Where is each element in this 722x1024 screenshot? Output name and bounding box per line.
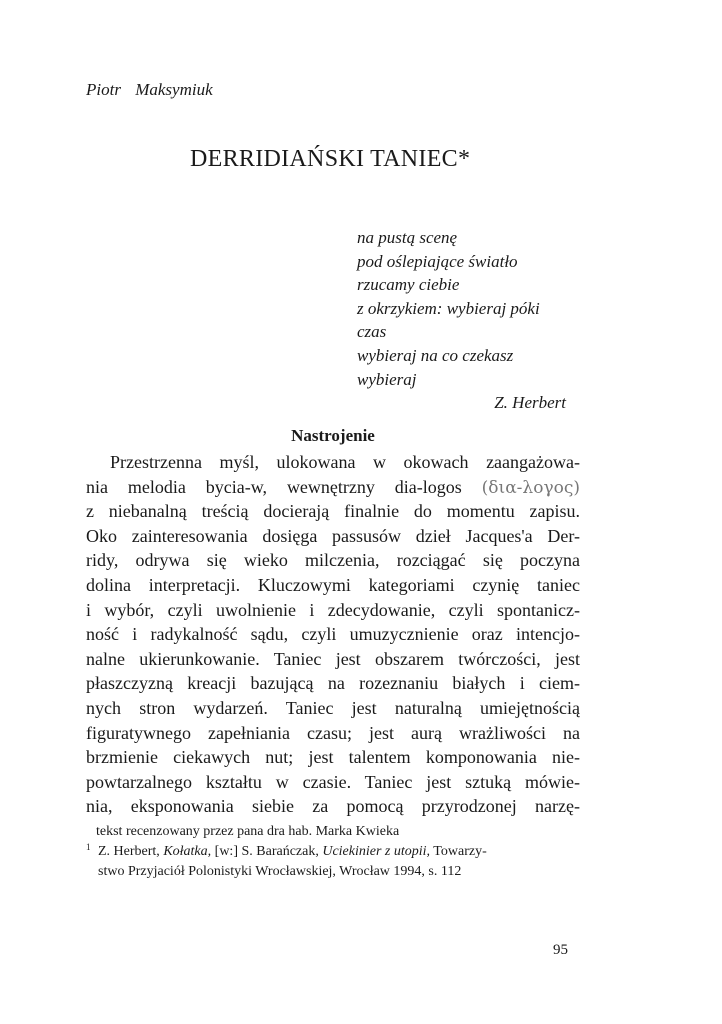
epigraph-attribution: Z. Herbert	[494, 393, 566, 413]
epigraph-line: pod oślepiające światło	[357, 251, 518, 271]
article-title: DERRIDIAŃSKI TANIEC*	[190, 146, 471, 172]
page-number: 95	[553, 942, 568, 958]
epigraph-line: z okrzykiem: wybieraj póki	[357, 298, 540, 318]
body-line: Oko zainteresowania dosięga passusów dzieł Jacques'a Der-	[86, 525, 580, 546]
author-name: Piotr Maksymiuk	[86, 80, 213, 99]
body-line: Przestrzenna myśl, ulokowana w okowach zaangażowa-	[110, 452, 580, 472]
body-line: ridy, odrywa się wieko milczenia, rozciągać się poczyna	[86, 550, 580, 571]
footnote-text: [w:] S. Barańczak,	[211, 844, 323, 859]
epigraph-line: wybieraj na co czekasz	[357, 345, 514, 365]
body-line: ność i radykalność sądu, czyli umuzycznienie oraz intencjo-	[86, 624, 580, 645]
epigraph-line: czas	[357, 322, 387, 342]
section-heading: Nastrojenie	[291, 426, 375, 445]
footnote-text: Towarzy-	[430, 844, 487, 859]
body-line: nia, eksponowania siebie za pomocą przyrodzonej narzę-	[86, 796, 580, 817]
body-line: dolina interpretacji. Kluczowymi kategoriami czynię taniec	[86, 574, 580, 595]
body-line: nalne ukierunkowanie. Taniec jest obszarem twórczości, jest	[86, 648, 580, 669]
body-line: powtarzalnego kształtu w czasie. Taniec jest sztuką mówie-	[86, 771, 580, 792]
body-line: z niebanalną treścią docierają finalnie do momentu zapisu.	[86, 501, 580, 522]
footnote-title: Uciekinier z utopii,	[322, 844, 431, 859]
body-line-text: nia melodia bycia-w, wewnętrzny dia-logos	[86, 476, 482, 497]
footnotes	[86, 822, 580, 882]
body-line: płaszczyzną kreacji bazującą na rozeznaniu białych i ciem-	[86, 673, 580, 694]
epigraph-line: na pustą scenę	[357, 228, 458, 247]
body-line: figuratywnego zapełniania czasu; jest aurą wrażliwości na	[86, 722, 580, 743]
footnote-1-continuation: stwo Przyjaciół Polonistyki Wrocławskiej, Wrocław 1994, s. 112	[98, 864, 462, 879]
footnote-review: tekst recenzowany przez pana dra hab. Marka Kwieka	[96, 824, 400, 839]
body-line	[86, 475, 580, 500]
footnote-marker: 1	[86, 842, 91, 852]
body-line: i wybór, czyli uwolnienie i zdecydowanie, czyli spontanicz-	[86, 599, 580, 620]
body-line: nych stron wydarzeń. Taniec jest naturalną umiejętnością	[86, 697, 580, 718]
body-line: brzmienie ciekawych nut; jest talentem komponowania nie-	[86, 747, 580, 768]
footnote-title: Kołatka,	[163, 844, 212, 859]
footnote-1	[86, 842, 580, 862]
epigraph-line: wybieraj	[357, 369, 417, 389]
body-paragraph	[86, 450, 580, 819]
footnote-text: Z. Herbert,	[98, 844, 164, 859]
greek-term: (δια-λογος)	[481, 477, 580, 498]
epigraph	[357, 226, 572, 415]
epigraph-line: rzucamy ciebie	[357, 275, 460, 295]
